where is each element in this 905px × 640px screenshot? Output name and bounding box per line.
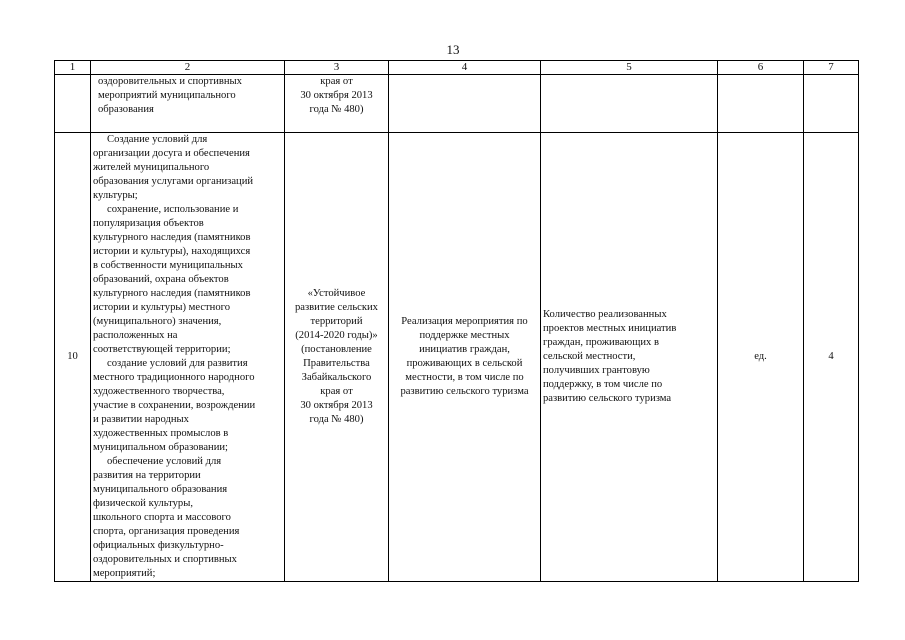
header-cell-2: 2 bbox=[91, 61, 285, 75]
text-line: обеспечение условий для bbox=[107, 456, 222, 467]
table-row-continued bbox=[55, 75, 859, 133]
text-line: художественных промыслов в bbox=[93, 428, 229, 439]
text-line: физической культуры, bbox=[93, 498, 193, 509]
text-line: Реализация мероприятия по bbox=[401, 316, 528, 327]
cell-value: 4 bbox=[804, 133, 859, 582]
table-row-10 bbox=[55, 133, 859, 582]
text-line: оздоровительных и спортивных bbox=[98, 76, 242, 87]
header-cell-6: 6 bbox=[718, 61, 804, 75]
text-line: «Устойчивое bbox=[307, 288, 366, 299]
text-line: официальных физкультурно- bbox=[93, 540, 224, 551]
cell-unit-empty bbox=[718, 75, 804, 133]
text-line: проживающих в сельской bbox=[406, 358, 523, 369]
text-line: и развитии народных bbox=[93, 414, 189, 425]
text-line: культуры; bbox=[93, 190, 138, 201]
text-line: местности, в том числе по bbox=[405, 372, 524, 383]
text-line: поддержке местных bbox=[419, 330, 510, 341]
text-line: (постановление bbox=[301, 344, 372, 355]
text-line: года № 480) bbox=[309, 414, 364, 425]
cell-value-empty bbox=[804, 75, 859, 133]
text-line: проектов местных инициатив bbox=[543, 323, 677, 334]
text-line: расположенных на bbox=[93, 330, 178, 341]
text-line: развития на территории bbox=[93, 470, 201, 481]
cell-indicator-empty bbox=[541, 75, 718, 133]
text-line: образования услугами организаций bbox=[93, 176, 254, 187]
text-line: муниципального образования bbox=[93, 484, 228, 495]
text-line: спорта, организация проведения bbox=[93, 526, 240, 537]
text-line: края от bbox=[320, 76, 353, 87]
header-cell-4: 4 bbox=[389, 61, 541, 75]
cell-indicator bbox=[541, 133, 718, 582]
text-line: культурного наследия (памятников bbox=[93, 288, 251, 299]
text-line: популяризация объектов bbox=[93, 218, 204, 229]
cell-row-number: 10 bbox=[55, 133, 91, 582]
text-line: 30 октября 2013 bbox=[300, 400, 373, 411]
header-row bbox=[55, 61, 859, 75]
text-line: культурного наследия (памятников bbox=[93, 232, 251, 243]
text-line: 30 октября 2013 bbox=[300, 90, 373, 101]
text-line: организации досуга и обеспечения bbox=[93, 148, 250, 159]
text-line: истории и культуры) местного bbox=[93, 302, 231, 313]
cell-program-name bbox=[285, 133, 389, 582]
cell-event bbox=[389, 133, 541, 582]
header-cell-3: 3 bbox=[285, 61, 389, 75]
text-line: Правительства bbox=[303, 358, 370, 369]
text-line: мероприятий; bbox=[93, 568, 156, 579]
text-line: развитие сельских bbox=[295, 302, 378, 313]
text-line: школьного спорта и массового bbox=[93, 512, 231, 523]
text-line: мероприятий муниципального bbox=[98, 90, 236, 101]
text-line: (муниципального) значения, bbox=[93, 316, 222, 327]
text-line: края от bbox=[320, 386, 353, 397]
cell-activity-description bbox=[91, 133, 285, 582]
text-line: муниципальном образовании; bbox=[93, 442, 228, 453]
text-line: создание условий для развития bbox=[107, 358, 248, 369]
cell-num bbox=[55, 75, 91, 133]
text-line: участие в сохранении, возрождении bbox=[93, 400, 256, 411]
header-cell-1: 1 bbox=[55, 61, 91, 75]
text-line: инициатив граждан, bbox=[419, 344, 510, 355]
text-line: образований, охрана объектов bbox=[93, 274, 229, 285]
text-line: жителей муниципального bbox=[93, 162, 210, 173]
text-line: развитию сельского туризма bbox=[543, 393, 672, 404]
text-line: сельской местности, bbox=[543, 351, 636, 362]
indicators-table bbox=[54, 60, 859, 582]
text-line: образования bbox=[98, 104, 154, 115]
page-number: 13 bbox=[446, 42, 460, 57]
cell-unit: ед. bbox=[718, 133, 804, 582]
text-line: Забайкальского bbox=[301, 372, 372, 383]
text-line: получивших грантовую bbox=[543, 365, 650, 376]
header-cell-5: 5 bbox=[541, 61, 718, 75]
text-line: года № 480) bbox=[309, 104, 364, 115]
cell-event-empty bbox=[389, 75, 541, 133]
text-line: местного традиционного народного bbox=[93, 372, 255, 383]
text-line: сохранение, использование и bbox=[107, 204, 239, 215]
text-line: в собственности муниципальных bbox=[93, 260, 243, 271]
text-line: соответствующей территории; bbox=[93, 344, 231, 355]
text-line: оздоровительных и спортивных bbox=[93, 554, 237, 565]
text-line: Количество реализованных bbox=[543, 309, 667, 320]
cell-program-continued bbox=[285, 75, 389, 133]
header-cell-7: 7 bbox=[804, 61, 859, 75]
text-line: (2014-2020 годы)» bbox=[295, 330, 378, 341]
text-line: поддержку, в том числе по bbox=[543, 379, 663, 390]
text-line: развитию сельского туризма bbox=[400, 386, 529, 397]
text-line: художественного творчества, bbox=[93, 386, 225, 397]
text-line: граждан, проживающих в bbox=[543, 337, 659, 348]
text-line: Создание условий для bbox=[107, 134, 208, 145]
text-line: территорий bbox=[310, 316, 363, 327]
text-line: истории и культуры), находящихся bbox=[93, 246, 251, 257]
cell-activity-continued bbox=[91, 75, 285, 133]
